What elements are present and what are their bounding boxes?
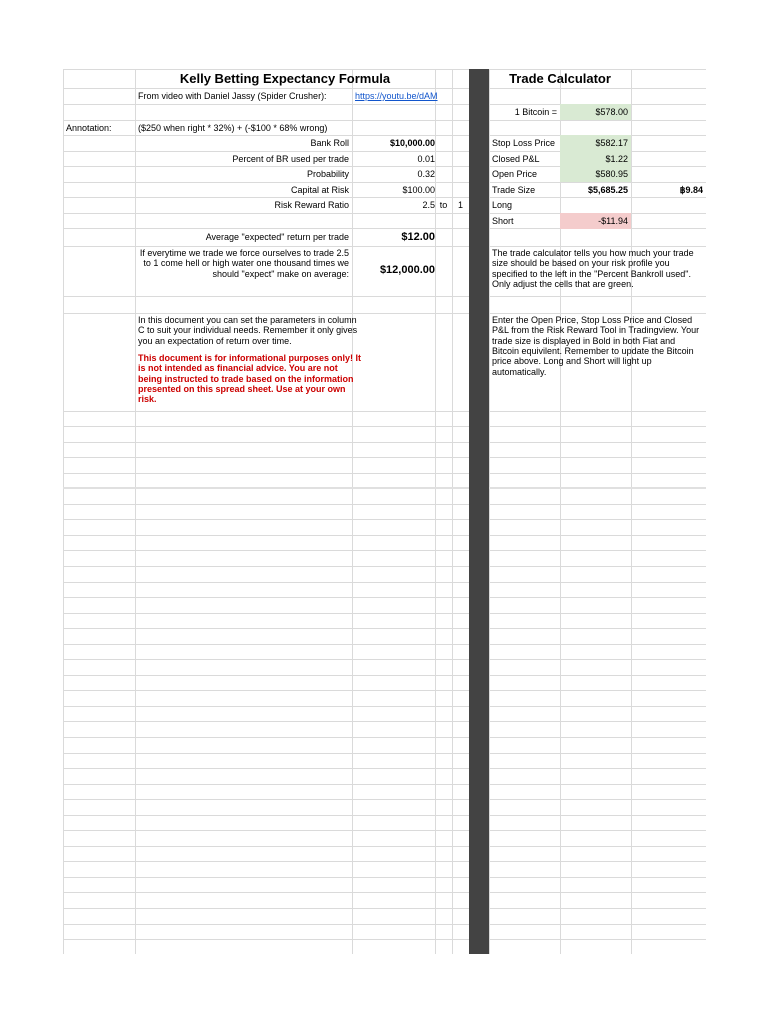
source-link[interactable]: https://youtu.be/dAM: [355, 90, 438, 101]
risk-reward-label: Risk Reward Ratio: [274, 199, 349, 210]
annotation-text: ($250 when right * 32%) + (-$100 * 68% wrong): [138, 122, 328, 133]
percent-br-value[interactable]: 0.01: [417, 153, 435, 164]
avg-return-value: $12.00: [401, 230, 435, 243]
risk-reward-to: to: [439, 199, 448, 210]
trade-size-btc-value: ฿9.84: [679, 184, 703, 195]
column-separator: [469, 69, 489, 954]
stop-loss-label: Stop Loss Price: [492, 137, 556, 148]
avg-return-label: Average "expected" return per trade: [205, 231, 349, 242]
trade-size-label: Trade Size: [492, 184, 536, 195]
percent-br-label: Percent of BR used per trade: [232, 153, 349, 164]
open-price-label: Open Price: [492, 168, 538, 179]
trade-calculator-title: Trade Calculator: [509, 70, 611, 86]
short-value: -$11.94: [560, 213, 631, 229]
source-label: From video with Daniel Jassy (Spider Crusher):: [138, 90, 327, 101]
document-note: In this document you can set the parameters in column C to suit your individual needs. Remember it only gives you an expectation of return over time.: [138, 315, 358, 346]
long-label: Long: [492, 199, 513, 210]
capital-at-risk-value[interactable]: $100.00: [402, 184, 435, 195]
trade-size-value: $5,685.25: [587, 184, 628, 195]
closed-pl-label: Closed P&L: [492, 153, 540, 164]
closed-pl-value[interactable]: $1.22: [560, 151, 631, 167]
annotation-label: Annotation:: [66, 122, 112, 133]
trade-help-text: The trade calculator tells you how much your trade size should be based on your risk profile you specified to the left in the "Percent Bankroll used". Only adjust the cells that are green.: [492, 248, 694, 290]
capital-at-risk-label: Capital at Risk: [290, 184, 349, 195]
thousand-trades-value: $12,000.00: [379, 263, 435, 276]
spreadsheet: [63, 69, 706, 954]
bank-roll-label: Bank Roll: [310, 137, 349, 148]
risk-reward-value[interactable]: 2.5: [422, 199, 435, 210]
short-label: Short: [492, 215, 514, 226]
risk-reward-rhs[interactable]: 1: [457, 199, 463, 210]
stop-loss-value[interactable]: $582.17: [560, 135, 631, 151]
disclaimer: This document is for informational purposes only! It is not intended as financial advice. You are not being instructed to trade based on the information presented on this spread sheet. Use at your own risk.: [138, 353, 362, 405]
probability-value[interactable]: 0.32: [417, 168, 435, 179]
probability-label: Probability: [306, 168, 349, 179]
bitcoin-label: 1 Bitcoin =: [514, 106, 557, 117]
trade-instructions-text: Enter the Open Price, Stop Loss Price and Closed P&L from the Risk Reward Tool in Tradingview. Your trade size is displayed in Bold in both Fiat and Bitcoin equivilent. Remember to update the Bitcoin price above. Long and Short will light up automatically.: [492, 315, 700, 377]
thousand-trades-text: If everytime we trade we force ourselves to trade 2.5 to 1 come hell or high water one thousand times we should "expect" make on average:: [139, 248, 349, 279]
bitcoin-price-value[interactable]: $578.00: [560, 104, 631, 120]
bank-roll-value[interactable]: $10,000.00: [389, 137, 435, 148]
kelly-title: Kelly Betting Expectancy Formula: [179, 70, 391, 86]
open-price-value[interactable]: $580.95: [560, 166, 631, 182]
